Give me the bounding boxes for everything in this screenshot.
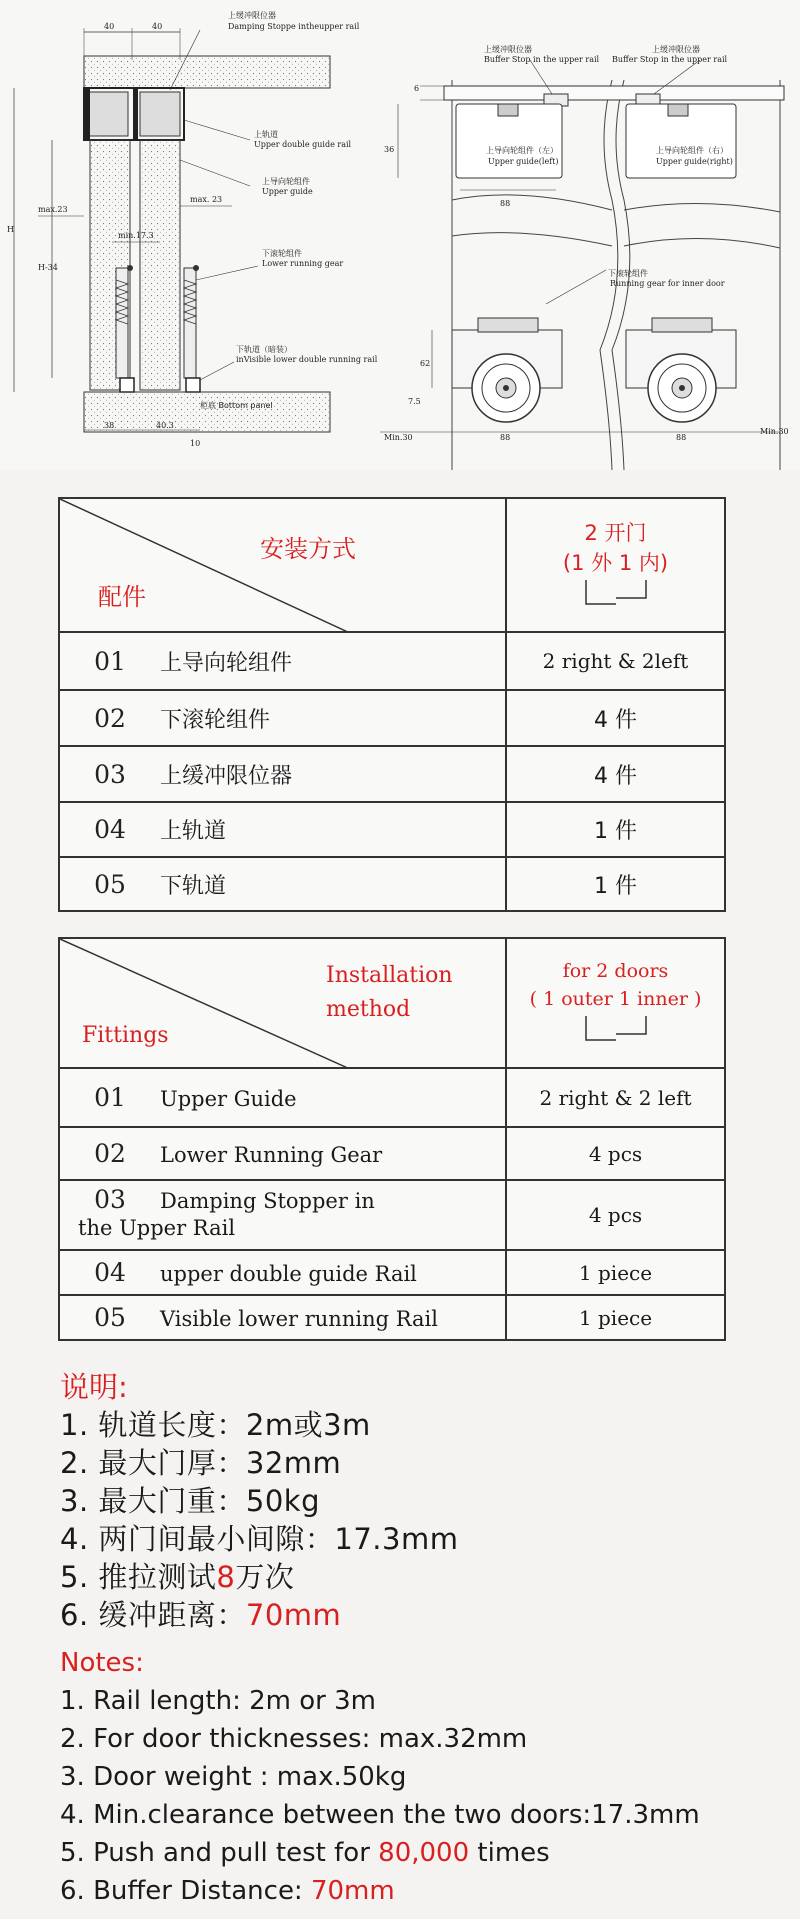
- dim-min30-left: Min.30: [384, 433, 413, 442]
- label-upper-guide-cn: 上导向轮组件: [262, 177, 310, 186]
- buffer-right-en: Buffer Stop in the upper rail: [612, 55, 728, 64]
- table-en-header-doors: [506, 938, 725, 1068]
- guide-right-cn: 上导向轮组件（右）: [656, 146, 728, 155]
- dim-6: 6: [414, 84, 420, 93]
- spec-table-cn: [58, 497, 726, 912]
- table-cn-header-doors: [506, 498, 725, 632]
- row-name: 上轨道: [160, 819, 227, 844]
- row-value: 4 件: [506, 690, 725, 746]
- label-upper-guide-en: Upper guide: [262, 187, 313, 196]
- door-bracket-icon: [576, 578, 656, 608]
- notes-en-line: 4. Min.clearance between the two doors:17.3mm: [60, 1800, 700, 1830]
- notes-cn-line5-post: 万次: [235, 1560, 295, 1594]
- drawing-svg: [0, 0, 800, 470]
- row-name: Lower Running Gear: [160, 1143, 383, 1167]
- table-en-doors-line1: for 2 doors: [562, 960, 669, 983]
- label-lower-gear-en: Lower running gear: [262, 259, 344, 268]
- diagonal-line: [60, 939, 505, 1069]
- notes-en-line: 2. For door thicknesses: max.32mm: [60, 1724, 528, 1754]
- table-row: [59, 802, 725, 857]
- row-number: 01: [94, 1083, 126, 1112]
- row-value: 2 right & 2 left: [506, 1068, 725, 1127]
- row-name: 上导向轮组件: [160, 650, 293, 676]
- dim-h: H: [7, 225, 14, 234]
- row-value: 1 piece: [506, 1250, 725, 1295]
- dim-62: 62: [420, 359, 431, 368]
- table-en-doors-line2: ( 1 outer 1 inner ): [529, 988, 702, 1010]
- row-name: Visible lower running Rail: [160, 1307, 438, 1331]
- notes-cn-line6-highlight: 70mm: [245, 1598, 342, 1632]
- table-row: [59, 632, 725, 690]
- notes-en-line: 1. Rail length: 2m or 3m: [60, 1686, 376, 1716]
- buffer-right-cn: 上缓冲限位器: [652, 45, 700, 54]
- notes-en-line-6: [60, 1872, 700, 1910]
- buffer-left-cn: 上缓冲限位器: [484, 45, 532, 54]
- row-value: 1 件: [506, 857, 725, 911]
- notes-en-line: 3. Door weight : max.50kg: [60, 1762, 407, 1792]
- table-en-header-install-1: Installation: [326, 963, 453, 988]
- row-value: 2 right & 2left: [506, 632, 725, 690]
- dim-top-a: 40: [104, 22, 115, 31]
- table-row: [59, 1127, 725, 1180]
- notes-cn-title: 说明:: [60, 1370, 128, 1404]
- dim-max23-right: max. 23: [190, 195, 223, 204]
- dim-min173: min.17.3: [118, 231, 154, 240]
- row-number: 04: [94, 815, 126, 844]
- table-row: [59, 1250, 725, 1295]
- dim-max23-left: max.23: [38, 205, 68, 214]
- table-en-header-cell: [59, 938, 506, 1068]
- dim-88-top: 88: [500, 199, 511, 208]
- notes-cn-line5-pre: 5. 推拉测试: [60, 1560, 217, 1594]
- notes-en-title: Notes:: [60, 1648, 144, 1678]
- label-upper-rail-cn: 上轨道: [254, 130, 278, 139]
- row-name: Upper Guide: [160, 1087, 297, 1111]
- row-name: 下滚轮组件: [160, 707, 271, 733]
- dim-36: 36: [384, 145, 395, 154]
- guide-left-en: Upper guide(left): [488, 157, 559, 166]
- notes-en-line6-highlight: 70mm: [310, 1876, 395, 1906]
- row-number: 03: [94, 759, 126, 789]
- dim-88-left: 88: [500, 433, 511, 442]
- table-row: [59, 857, 725, 911]
- dim-75: 7.5: [408, 397, 421, 406]
- label-upper-rail-en: Upper double guide rail: [254, 140, 352, 149]
- row-name: 上缓冲限位器: [160, 763, 293, 789]
- row-number: 01: [94, 646, 126, 676]
- notes-en-line5-highlight: 80,000: [378, 1838, 470, 1868]
- row-name: 下轨道: [160, 873, 227, 899]
- guide-left-cn: 上导向轮组件（左）: [486, 146, 558, 155]
- row-name: upper double guide Rail: [160, 1262, 417, 1286]
- spec-table-en: [58, 937, 726, 1341]
- label-lower-rail-en: inVisible lower double running rail: [236, 355, 378, 364]
- cross-section-view: [7, 10, 378, 448]
- row-value: 1 piece: [506, 1295, 725, 1340]
- row-name: Damping Stopper in: [160, 1188, 375, 1213]
- notes-cn-line6-pre: 6. 缓冲距离：: [60, 1598, 246, 1632]
- row-number: 05: [94, 869, 126, 899]
- guide-right-en: Upper guide(right): [656, 157, 733, 166]
- dim-bottom-a: 38: [104, 421, 115, 430]
- row-number: 05: [94, 1303, 126, 1332]
- table-cn-doors-line2: (1 外 1 内): [562, 551, 669, 575]
- label-bottom-panel: 柜底 Bottom panel: [200, 401, 273, 410]
- notes-cn-line: 4. 两门间最小间隙：17.3mm: [60, 1522, 459, 1556]
- notes-cn-line5-highlight: 8: [216, 1560, 236, 1594]
- table-cn-header-cell: [59, 498, 506, 632]
- notes-en: [60, 1644, 700, 1910]
- row-number: 03: [94, 1184, 126, 1214]
- notes-cn-line: 1. 轨道长度：2m或3m: [60, 1408, 371, 1442]
- dim-bottom-c: 10: [190, 439, 201, 448]
- table-row: [59, 1180, 725, 1250]
- table-cn-header-install: 安装方式: [260, 535, 356, 563]
- dim-bottom-b: 40.3: [156, 421, 174, 430]
- buffer-left-en: Buffer Stop in the upper rail: [484, 55, 600, 64]
- row-value: 4 pcs: [506, 1127, 725, 1180]
- diagonal-line: [60, 499, 505, 633]
- table-row: [59, 746, 725, 802]
- dim-88-right: 88: [676, 433, 687, 442]
- dim-top-b: 40: [152, 22, 163, 31]
- label-lower-gear-cn: 下滚轮组件: [262, 249, 302, 258]
- row-number: 02: [94, 703, 126, 733]
- label-damping-en: Damping Stoppe intheupper rail: [228, 22, 360, 31]
- label-lower-rail-cn: 下轨道（暗装）: [236, 345, 292, 354]
- table-row: [59, 1068, 725, 1127]
- gear-en: Running gear for inner door: [610, 279, 725, 288]
- table-en-header-parts: Fittings: [82, 1023, 169, 1048]
- row-number: 04: [94, 1258, 126, 1287]
- technical-drawing: [0, 0, 800, 470]
- notes-cn-line: 3. 最大门重：50kg: [60, 1484, 320, 1518]
- table-en-header-install-2: method: [326, 997, 411, 1022]
- table-row: [59, 690, 725, 746]
- notes-cn-line: 2. 最大门厚：32mm: [60, 1446, 342, 1480]
- table-cn-header-parts: 配件: [98, 583, 146, 611]
- row-number: 02: [94, 1139, 126, 1168]
- gear-cn: 下滚轮组件: [608, 269, 648, 278]
- notes-cn: [60, 1368, 458, 1634]
- row-value: 4 pcs: [506, 1180, 725, 1250]
- table-cn-doors-line1: 2 开门: [584, 520, 647, 545]
- notes-cn-line-6: [60, 1596, 458, 1634]
- dim-h34: H-34: [38, 263, 58, 272]
- dim-min30-right: Min.30: [760, 427, 789, 436]
- table-row: [59, 1295, 725, 1340]
- row-name-continued: the Upper Rail: [78, 1215, 236, 1240]
- notes-en-line5-pre: 5. Push and pull test for: [60, 1838, 379, 1868]
- notes-en-line-5: [60, 1834, 700, 1872]
- notes-en-line6-pre: 6. Buffer Distance:: [60, 1876, 311, 1906]
- label-damping-cn: 上缓冲限位器: [228, 11, 276, 20]
- notes-cn-line-5: [60, 1558, 458, 1596]
- notes-en-line5-post: times: [469, 1838, 550, 1868]
- front-view: [380, 44, 789, 470]
- row-value: 4 件: [506, 746, 725, 802]
- door-bracket-icon: [576, 1014, 656, 1044]
- row-value: 1 件: [506, 802, 725, 857]
